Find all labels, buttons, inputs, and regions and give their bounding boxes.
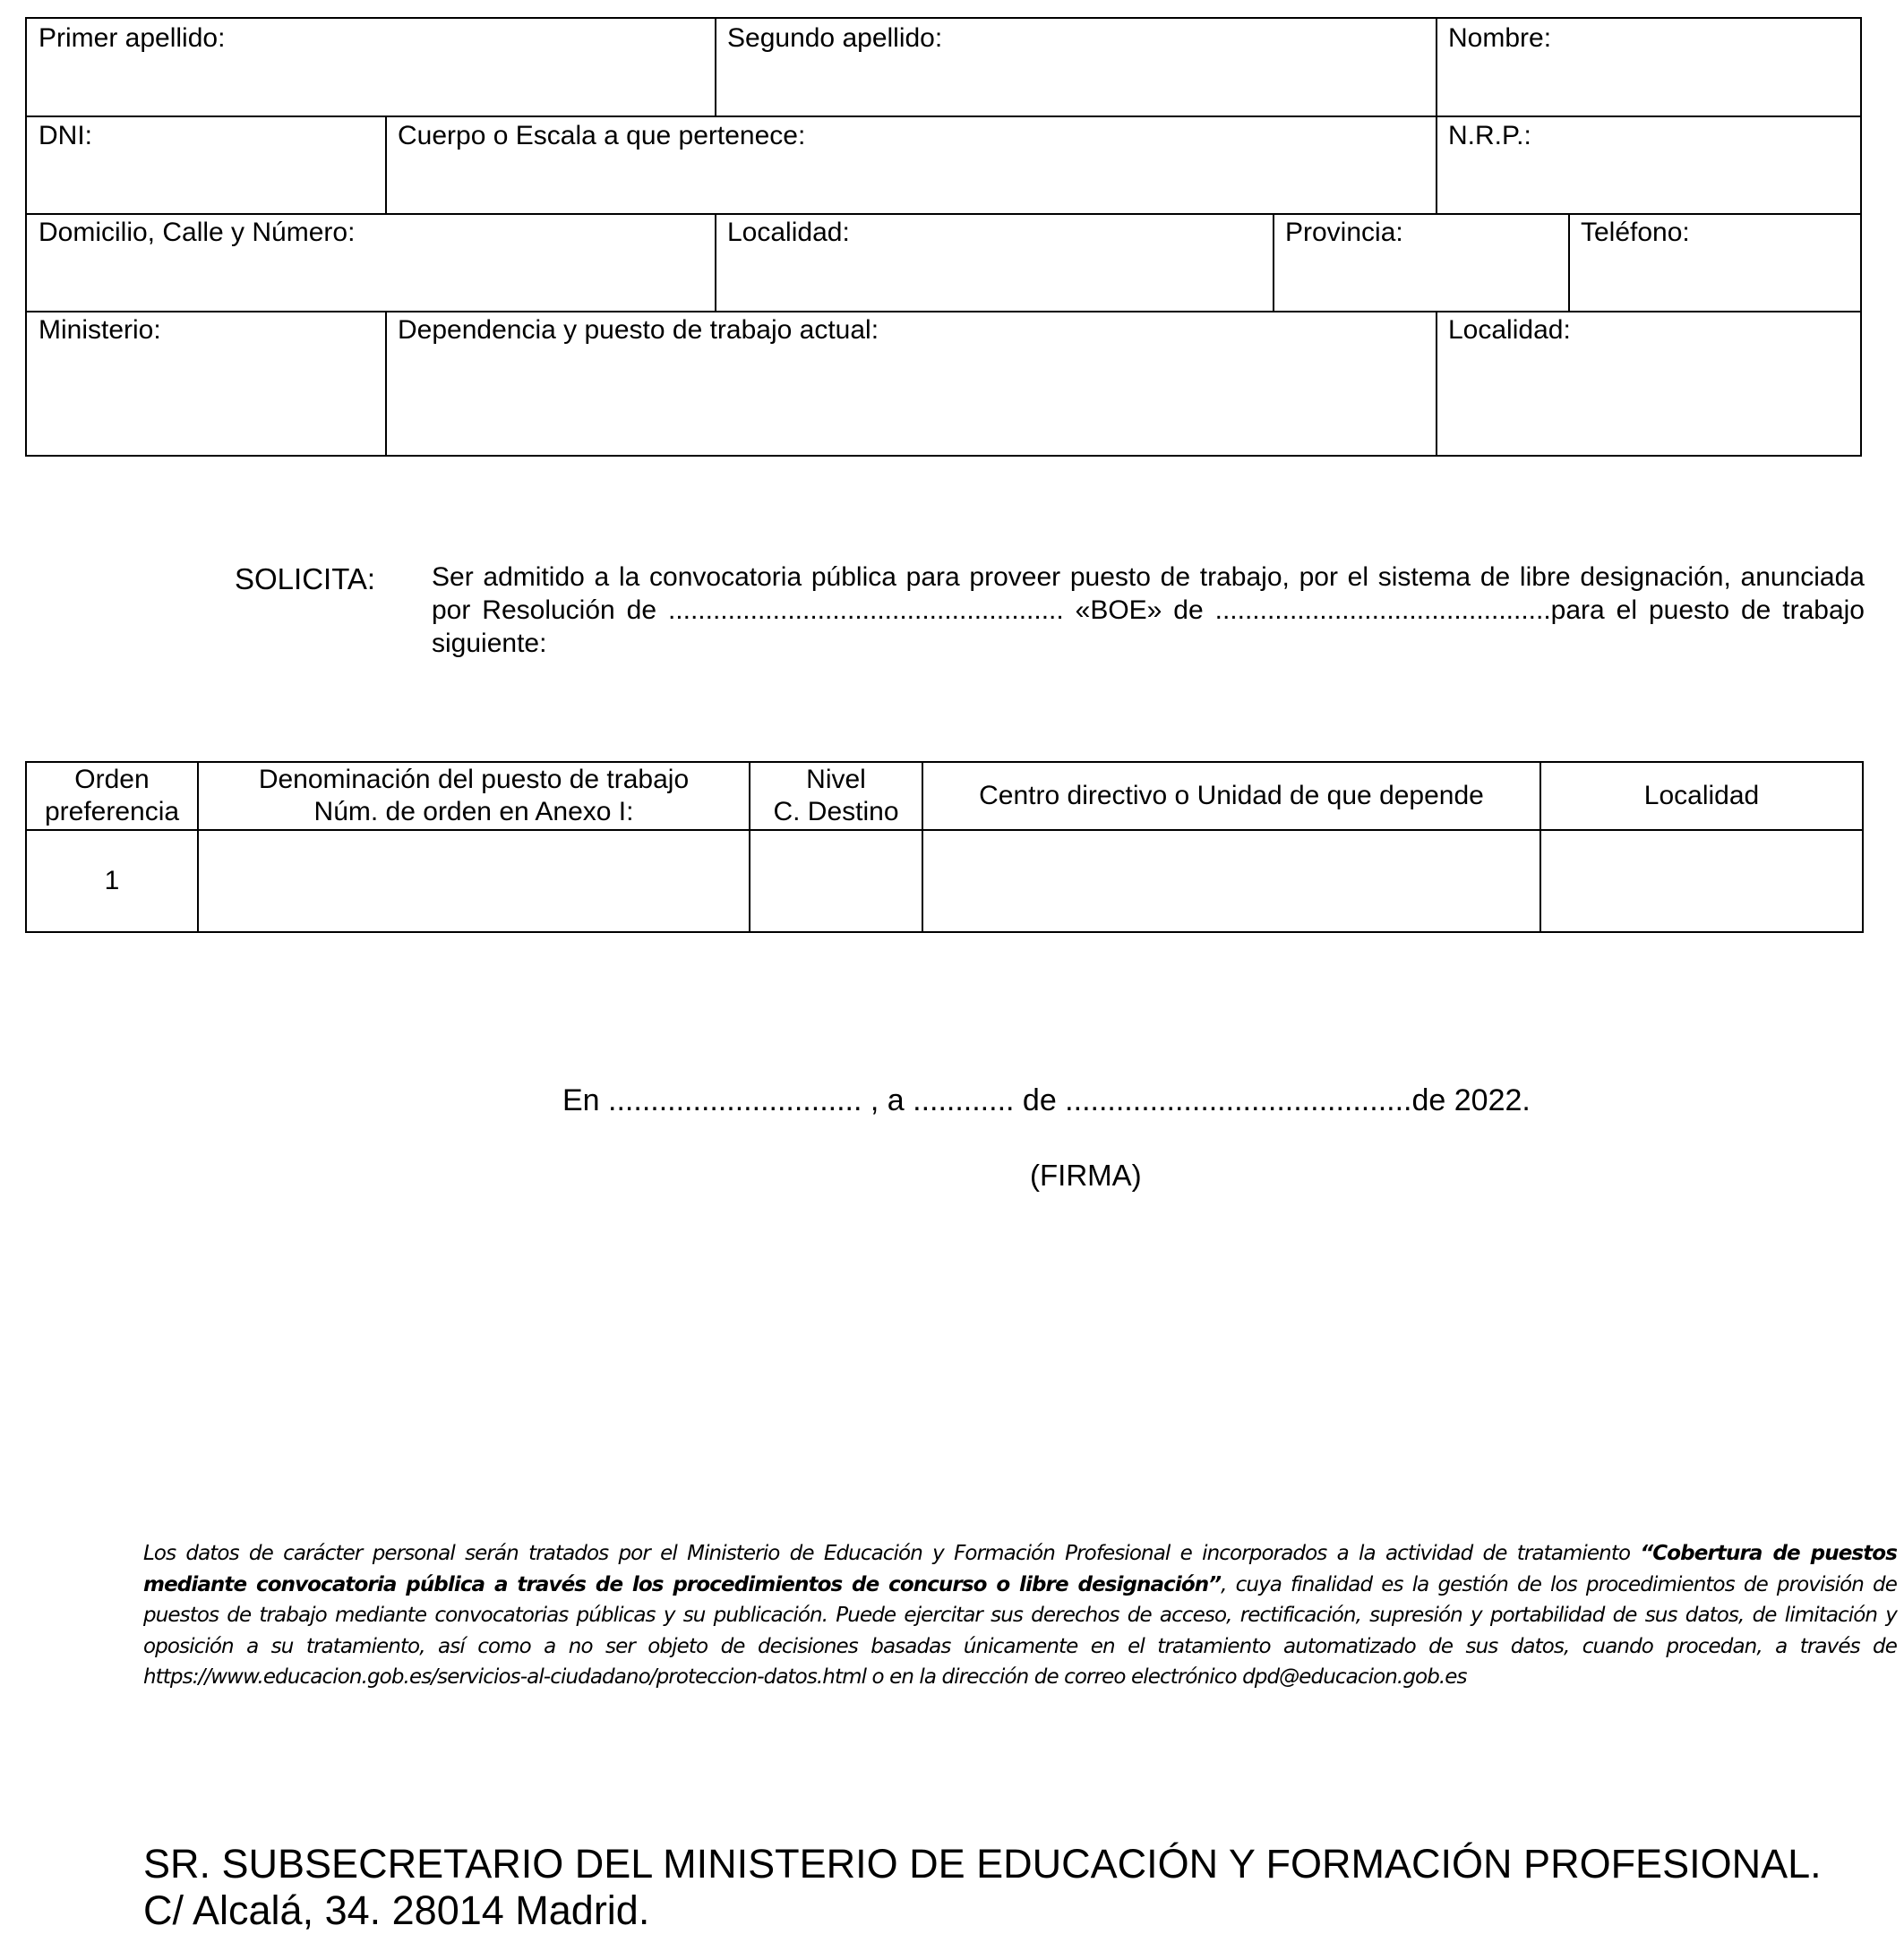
privacy-notice	[143, 1538, 1897, 1693]
field-label-provincia: Provincia:	[1285, 218, 1403, 247]
grid-col-divider	[385, 116, 387, 213]
address-line: C/ Alcalá, 34. 28014 Madrid.	[143, 1887, 650, 1933]
solicita-text: Ser admitido a la convocatoria pública para proveer puesto de trabajo, por el sistema de libre designación, anunciada por Resolución de ..................................................... «BOE» de .............................................para el puesto de trabajo siguiente:	[432, 562, 1865, 658]
grid-row-divider	[27, 311, 1860, 312]
field-label-localidad: Localidad:	[727, 218, 850, 247]
col-header-nivel	[750, 762, 922, 830]
grid-col-divider	[385, 311, 387, 457]
cell-nivel[interactable]	[750, 830, 922, 932]
field-label-localidad-actual: Localidad:	[1448, 315, 1571, 345]
col-header-orden-line2: preferencia	[44, 797, 180, 826]
col-header-centro: Centro directivo o Unidad de que depende	[922, 762, 1540, 830]
grid-col-divider	[1436, 116, 1437, 213]
col-header-orden	[26, 762, 198, 830]
col-header-denominacion-line2: Núm. de orden en Anexo I:	[313, 797, 634, 826]
cell-centro[interactable]	[922, 830, 1540, 932]
grid-col-divider	[1273, 213, 1274, 311]
grid-col-divider	[715, 19, 716, 116]
field-label-dependencia: Dependencia y puesto de trabajo actual:	[398, 315, 879, 345]
cell-orden: 1	[26, 830, 198, 932]
grid-row-divider	[27, 213, 1860, 215]
field-label-dni: DNI:	[39, 121, 92, 150]
field-label-nrp: N.R.P.:	[1448, 121, 1531, 150]
col-header-nivel-line2: C. Destino	[773, 797, 899, 826]
cell-localidad[interactable]	[1540, 830, 1863, 932]
field-label-ministerio: Ministerio:	[39, 315, 161, 345]
grid-col-divider	[1436, 311, 1437, 457]
field-label-primer-apellido: Primer apellido:	[39, 23, 226, 53]
privacy-text-2: , cuya finalidad es la gestión de los procedimientos de provisión de puestos de trabajo mediante convocatorias públicas y su publicación. Puede ejercitar sus derechos de acceso, rectificación, supresión y portabilidad de sus datos, de limitación y oposición a su tratamiento, así como a no ser objeto de decisiones basadas únicamente en el tratamiento automatizado de sus datos, cuando procedan, a través de https://www.educacion.gob.es/servicios-al-ciudadano/proteccion-datos.html o en la dirección de correo electrónico dpd@educacion.gob.es	[143, 1572, 1897, 1689]
field-label-telefono: Teléfono:	[1581, 218, 1690, 247]
grid-col-divider	[1568, 213, 1570, 311]
privacy-text-1: Los datos de carácter personal serán tratados por el Ministerio de Educación y Formación Profesional e incorporados a la actividad de tratamiento	[143, 1542, 1641, 1565]
field-label-segundo-apellido: Segundo apellido:	[727, 23, 943, 53]
solicita-label: SOLICITA:	[235, 562, 376, 595]
grid-col-divider	[715, 213, 716, 311]
col-header-denominacion-line1: Denominación del puesto de trabajo	[258, 765, 690, 794]
grid-col-divider	[1436, 19, 1437, 116]
field-label-domicilio: Domicilio, Calle y Número:	[39, 218, 356, 247]
col-header-orden-line1: Orden	[74, 765, 150, 794]
addressee-line: SR. SUBSECRETARIO DEL MINISTERIO DE EDUCACIÓN Y FORMACIÓN PROFESIONAL.	[143, 1841, 1822, 1887]
signature-label: (FIRMA)	[1030, 1159, 1142, 1192]
col-header-nivel-line1: Nivel	[806, 765, 866, 794]
addressee-block	[143, 1841, 1822, 1934]
date-line: En .............................. , a ............ de .........................................de 2022.	[562, 1083, 1531, 1117]
table-header-row	[26, 762, 1863, 830]
job-request-table	[25, 761, 1864, 933]
table-row	[26, 830, 1863, 932]
col-header-denominacion	[198, 762, 750, 830]
field-label-cuerpo: Cuerpo o Escala a que pertenece:	[398, 121, 806, 150]
personal-data-form	[25, 17, 1862, 457]
grid-row-divider	[27, 116, 1860, 117]
privacy-activity-name: “Cobertura de puestos mediante convocatoria pública a través de los procedimientos de concurso o libre designación”	[143, 1542, 1897, 1596]
col-header-localidad: Localidad	[1540, 762, 1863, 830]
cell-denominacion[interactable]	[198, 830, 750, 932]
field-label-nombre: Nombre:	[1448, 23, 1552, 53]
